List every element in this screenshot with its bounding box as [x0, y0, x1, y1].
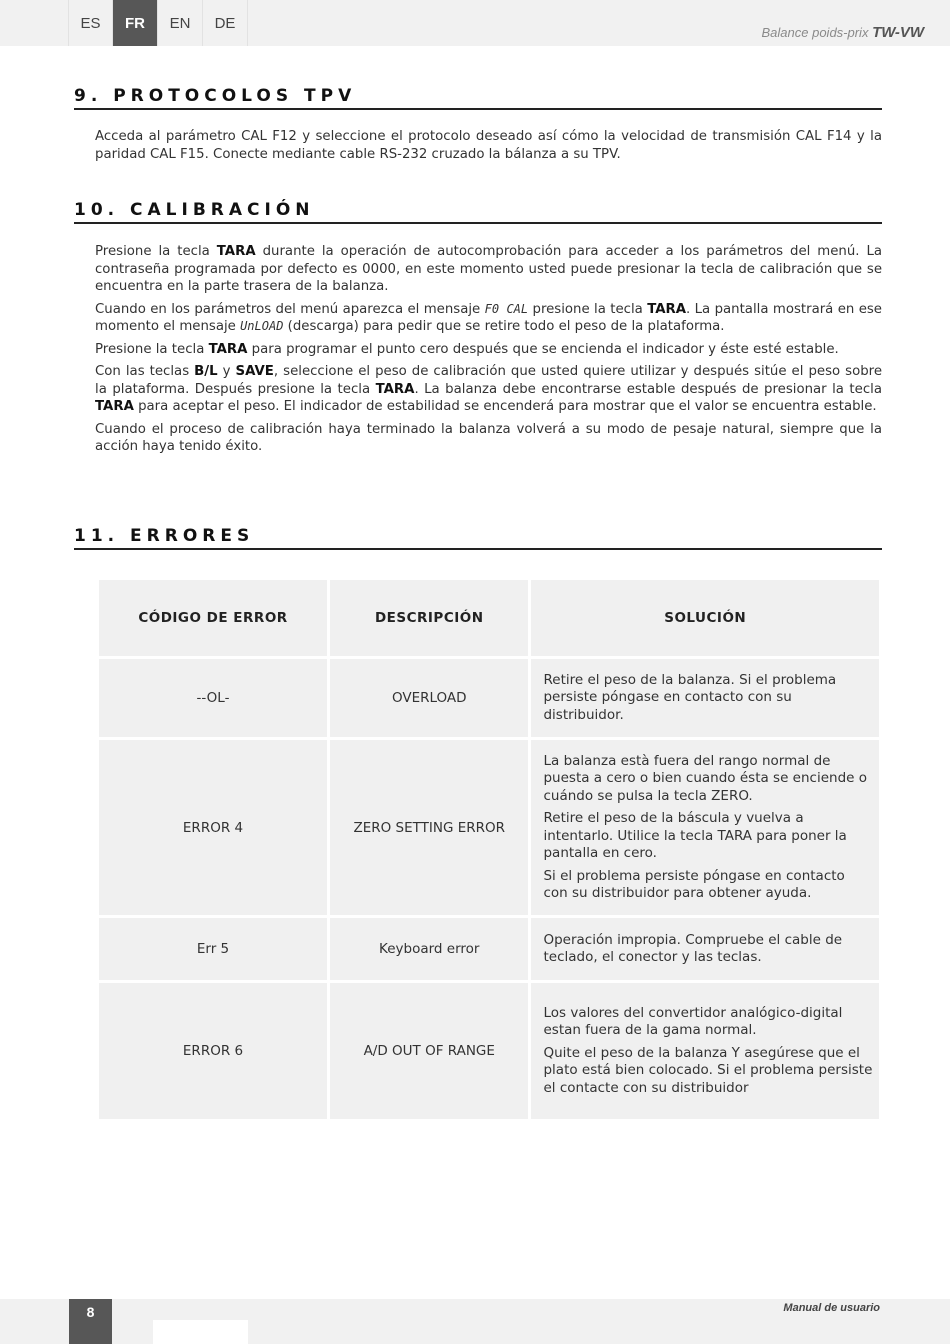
error-code: --OL-	[99, 659, 327, 737]
column-header-description: DESCRIPCIÓN	[330, 580, 528, 656]
error-code: ERROR 6	[99, 983, 327, 1119]
error-code: Err 5	[99, 918, 327, 980]
key-name: TARA	[216, 244, 256, 259]
language-tabs	[68, 0, 248, 46]
paragraph: Cuando el proceso de calibración haya terminado la balanza volverá a su modo de pesaje natural, siempre que la acción haya tenido éxito.	[95, 421, 882, 454]
text-run: y	[217, 364, 236, 379]
error-code: ERROR 4	[99, 740, 327, 915]
paragraph	[95, 301, 882, 336]
document-model: TW-VW	[872, 24, 924, 41]
text-run: . La pantalla mostrará en ese momento el mensaje	[95, 301, 882, 334]
solution-text: Operación impropia. Compruebe el cable de teclado, el conector y las teclas.	[543, 931, 843, 965]
key-name: TARA	[647, 301, 687, 317]
text-run: Presione la tecla	[95, 341, 209, 357]
table-row	[99, 740, 879, 915]
error-solution	[531, 740, 879, 915]
error-description: ZERO SETTING ERROR	[330, 740, 528, 915]
table-header-row	[99, 580, 879, 656]
key-name: TARA	[208, 341, 248, 357]
error-description: A/D OUT OF RANGE	[330, 983, 528, 1119]
table-row	[99, 659, 879, 737]
tab-en[interactable]: EN	[158, 0, 203, 46]
paragraph	[95, 341, 882, 359]
page-number: 8	[69, 1299, 112, 1344]
text-run: Presione la tecla	[95, 244, 217, 259]
table-row	[99, 918, 879, 980]
text-run: (descarga) para pedir que se retire todo el peso de la plataforma.	[283, 319, 725, 334]
solution-text: La balanza està fuera del rango normal de puesta a cero o bien cuando ésta se enciende o cuándo se pulsa la tecla ZERO.	[543, 752, 868, 804]
section-text-calibration	[95, 243, 882, 461]
lcd-message: UnLOAD	[240, 319, 284, 333]
errors-table	[96, 577, 882, 1122]
solution-text: Retire el peso de la balanza. Si el problema persiste póngase en contacto con su distribuidor.	[543, 671, 837, 723]
document-title	[762, 24, 925, 41]
footer-title: Manual de usuario	[783, 1302, 880, 1314]
text-run: Cuando en los parámetros del menú aparezca el mensaje	[95, 301, 485, 317]
text-run: presione la tecla	[528, 301, 648, 317]
text-run: Con las teclas	[95, 364, 195, 379]
document-title-prefix: Balance poids-prix	[761, 25, 869, 40]
section-text-protocols	[95, 128, 882, 168]
tab-fr[interactable]: FR	[113, 0, 158, 46]
solution-text: Los valores del convertidor analógico-digital estan fuera de la gama normal.	[543, 1004, 843, 1039]
solution-text: Quite el peso de la balanza Y asegúrese que el plato está bien colocado. Si el problema persiste el contacte con su distribuidor	[543, 1044, 873, 1096]
footer-divider	[153, 1320, 248, 1344]
tab-de[interactable]: DE	[203, 0, 248, 46]
paragraph	[95, 363, 882, 416]
key-name: SAVE	[235, 364, 274, 379]
error-solution	[531, 918, 879, 980]
text-run: durante la operación de autocomprobación para acceder a los parámetros del menú. La contraseña programada por defecto es 0000, en este momento usted puede presionar la tecla de calibración que se encuentra en la parte trasera de la balanza.	[95, 244, 883, 294]
section-heading-calibration: 10. CALIBRACIÓN	[74, 200, 882, 224]
table-row	[99, 983, 879, 1119]
key-name: B/L	[194, 364, 218, 379]
key-name: TARA	[95, 399, 134, 414]
lcd-message: F0 CAL	[484, 301, 529, 316]
column-header-solution: SOLUCIÓN	[531, 580, 879, 656]
section-heading-protocols: 9. PROTOCOLOS TPV	[74, 86, 882, 110]
section-heading-errors: 11. ERRORES	[74, 526, 882, 550]
paragraph: Acceda al parámetro CAL F12 y seleccione el protocolo deseado así cómo la velocidad de transmisión CAL F14 y la paridad CAL F15. Conecte mediante cable RS-232 cruzado la bálanza a su TPV.	[95, 129, 882, 162]
text-run: para programar el punto cero después que se encienda el indicador y éste esté estable.	[247, 341, 839, 357]
error-solution	[531, 659, 879, 737]
error-description: Keyboard error	[330, 918, 528, 980]
text-run: . La balanza debe encontrarse estable después de presionar la tecla	[414, 381, 882, 397]
text-run: , seleccione el peso de calibración que usted quiere utilizar y después sitúe el peso sobre la plataforma. Después presione la tecla	[95, 364, 883, 397]
key-name: TARA	[375, 381, 415, 397]
column-header-code: CÓDIGO DE ERROR	[99, 580, 327, 656]
tab-es[interactable]: ES	[68, 0, 113, 46]
paragraph	[95, 243, 882, 296]
error-description: OVERLOAD	[330, 659, 528, 737]
solution-text: Si el problema persiste póngase en contacto con su distribuidor para obtener ayuda.	[543, 867, 845, 901]
text-run: para aceptar el peso. El indicador de estabilidad se encenderá para mostrar que el valor se encuentra estable.	[133, 399, 877, 414]
error-solution	[531, 983, 879, 1119]
solution-text: Retire el peso de la báscula y vuelva a intentarlo. Utilice la tecla TARA para poner la pantalla en cero.	[543, 810, 847, 861]
